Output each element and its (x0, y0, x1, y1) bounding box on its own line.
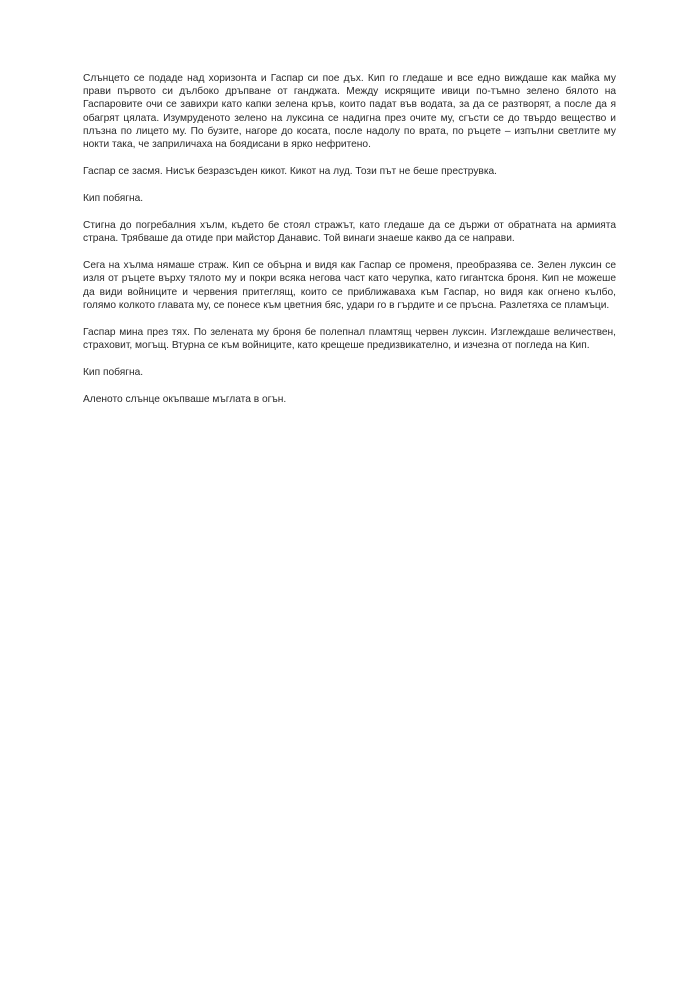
paragraph: Кип побягна. (83, 193, 144, 205)
paragraph: Аленото слънце окъпваше мъглата в огън. (83, 394, 287, 406)
document-body (83, 72, 616, 420)
paragraph: Сега на хълма нямаше страж. Кип се обърна и видя как Гаспар се променя, преобразява се. Зелен луксин се изля от ръцете върху тялото му и покри всяка негова част като черупка, като гигантска броня. Кип не можеше да види войниците и червения притеглящ, които се приближаваха към Гаспар, но видя как огнено кълбо, голямо колкото главата му, се понесе към цветния бяс, удари го в гърдите и се пръсна. Разлетяха се пламъци. (83, 260, 616, 311)
paragraph: Стигна до погребалния хълм, където бе стоял стражът, като гледаше да се държи от обратната на армията страна. Трябваше да отиде при майстор Данавис. Той винаги знаеше какво да се направи. (83, 220, 616, 245)
paragraph: Слънцето се подаде над хоризонта и Гаспар си пое дъх. Кип го гледаше и все едно виждаше как майка му прави първото си дълбоко дръпване от ганджата. Между искрящите ивици по-тъмно зелено бялото на Гаспаровите очи се завихри като капки зелена кръв, които падат във водата, за да се разтворят, а после да я обагрят цялата. Изумруденото зелено на луксина се надигна през очите му, сгъсти се до твърдо вещество и плъзна по лицето му. По бузите, нагоре до косата, после надолу по врата, по ръцете – изпълни светлите му нокти така, че заприличаха на боядисани в ярко нефритено. (83, 73, 616, 151)
paragraph: Гаспар мина през тях. По зелената му броня бе полепнал пламтящ червен луксин. Изглеждаше величествен, страховит, могъщ. Втурна се към войниците, като крещеше предизвикателно, и изчезна от погледа на Кип. (83, 326, 616, 352)
paragraph: Гаспар се засмя. Нисък безразсъден кикот. Кикот на луд. Този път не беше преструвка. (83, 166, 498, 178)
paragraph: Кип побягна. (83, 367, 144, 379)
